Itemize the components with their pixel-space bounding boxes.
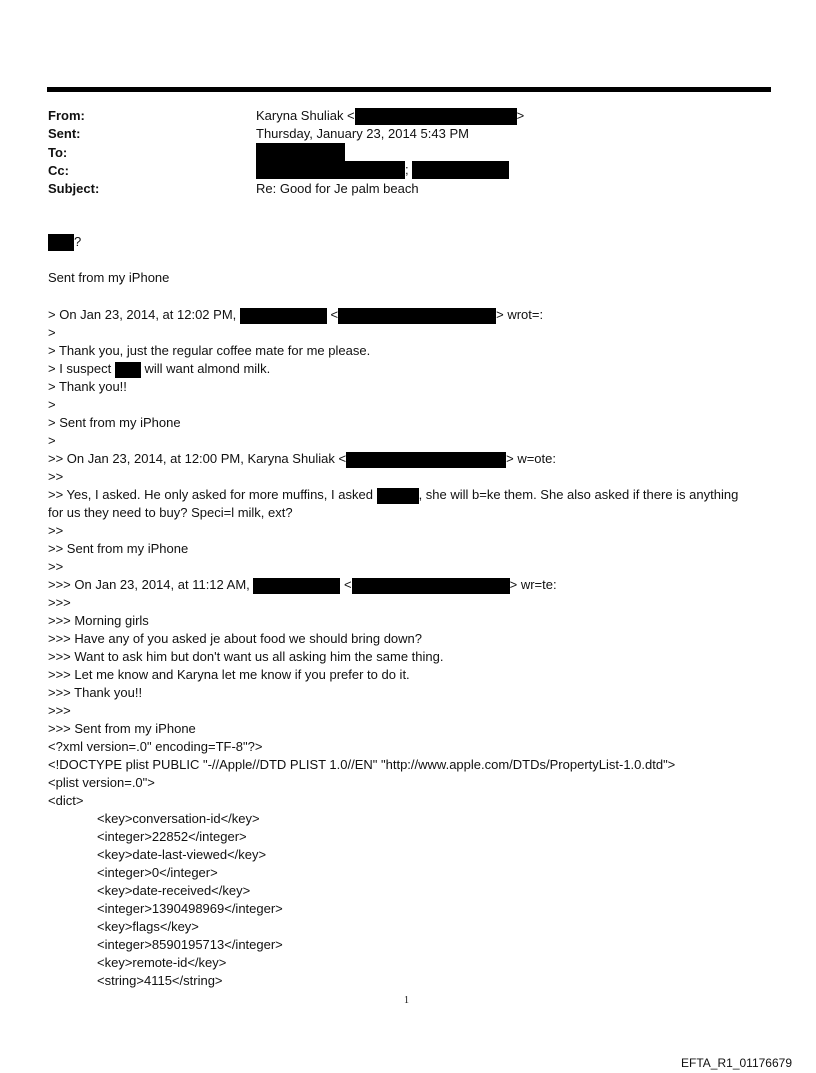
sent-label: Sent: [48, 126, 81, 141]
quote-line: >> [48, 559, 64, 574]
redaction-box [352, 578, 510, 594]
xml-line: <key>date-last-viewed</key> [97, 847, 267, 862]
from-value [256, 108, 524, 125]
subject-label: Subject: [48, 181, 100, 196]
redaction-box [256, 143, 345, 162]
quote-line: >>> Let me know and Karyna let me know if you prefer to do it. [48, 667, 410, 682]
quote-line: > [48, 325, 56, 340]
quote-line: >>> [48, 595, 71, 610]
quote-line: for us they need to buy? Speci=l milk, ext? [48, 505, 293, 520]
page-number: 1 [404, 995, 409, 1006]
xml-line: <integer>8590195713</integer> [97, 937, 283, 952]
from-name: Karyna Shuliak < [256, 108, 355, 123]
quote-line: > Thank you!! [48, 379, 127, 394]
redaction-box [377, 488, 419, 504]
xml-line: <key>date-received</key> [97, 883, 251, 898]
redaction-box [355, 108, 517, 125]
quote-line: >> Yes, I asked. He only asked for more muffins, I asked , she will b=ke them. She also asked if there is anything [48, 487, 739, 502]
document-id: EFTA_R1_01176679 [681, 1056, 792, 1070]
cc-label: Cc: [48, 163, 69, 178]
redaction-box [338, 308, 496, 324]
quote-line: >>> Want to ask him but don't want us all asking him the same thing. [48, 649, 444, 664]
quote-line: >> On Jan 23, 2014, at 12:00 PM, Karyna Shuliak < > w=ote: [48, 451, 556, 466]
xml-line: <!DOCTYPE plist PUBLIC "-//Apple//DTD PLIST 1.0//EN" "http://www.apple.com/DTDs/PropertyList-1.0.dtd"> [48, 757, 676, 772]
quote-line: >>> [48, 703, 71, 718]
quote-line: >> Sent from my iPhone [48, 541, 189, 556]
quote-line: > I suspect will want almond milk. [48, 361, 271, 376]
xml-line: <key>conversation-id</key> [97, 811, 260, 826]
xml-line: <integer>0</integer> [97, 865, 218, 880]
from-label: From: [48, 108, 85, 123]
redaction-box [240, 308, 327, 324]
quote-line: >>> Sent from my iPhone [48, 721, 196, 736]
signature-line: Sent from my iPhone [48, 270, 170, 285]
header-rule [47, 87, 771, 92]
redaction-box [412, 161, 509, 179]
xml-line: <integer>1390498969</integer> [97, 901, 283, 916]
redaction-box [253, 578, 340, 594]
xml-line: <key>remote-id</key> [97, 955, 227, 970]
quote-line: >>> Have any of you asked je about food we should bring down? [48, 631, 423, 646]
to-label: To: [48, 145, 68, 160]
xml-line: <integer>22852</integer> [97, 829, 247, 844]
quote-line: > [48, 397, 56, 412]
quote-line: > Sent from my iPhone [48, 415, 181, 430]
xml-line: <key>flags</key> [97, 919, 199, 934]
quote-line: >>> On Jan 23, 2014, at 11:12 AM, < > wr=te: [48, 577, 557, 592]
xml-line: <plist version=.0"> [48, 775, 155, 790]
redacted-name-question: ? [48, 233, 81, 251]
sent-value: Thursday, January 23, 2014 5:43 PM [256, 126, 469, 141]
quote-line: >>> Thank you!! [48, 685, 143, 700]
quote-line: >>> Morning girls [48, 613, 149, 628]
xml-line: <string>4115</string> [97, 973, 223, 988]
cc-separator: ; [405, 162, 409, 177]
from-close: > [516, 108, 525, 123]
xml-line: <dict> [48, 793, 84, 808]
redaction-box [346, 452, 506, 468]
redaction-box [256, 161, 405, 179]
quote-line: > [48, 433, 56, 448]
quote-line: >> [48, 523, 64, 538]
subject-value: Re: Good for Je palm beach [256, 181, 419, 196]
quote-line: > Thank you, just the regular coffee mate for me please. [48, 343, 371, 358]
redaction-box [48, 234, 74, 251]
quote-line: >> [48, 469, 64, 484]
quote-line: > On Jan 23, 2014, at 12:02 PM, < > wrot=: [48, 307, 544, 322]
xml-line: <?xml version=.0" encoding=TF-8"?> [48, 739, 263, 754]
redaction-box [115, 362, 141, 378]
